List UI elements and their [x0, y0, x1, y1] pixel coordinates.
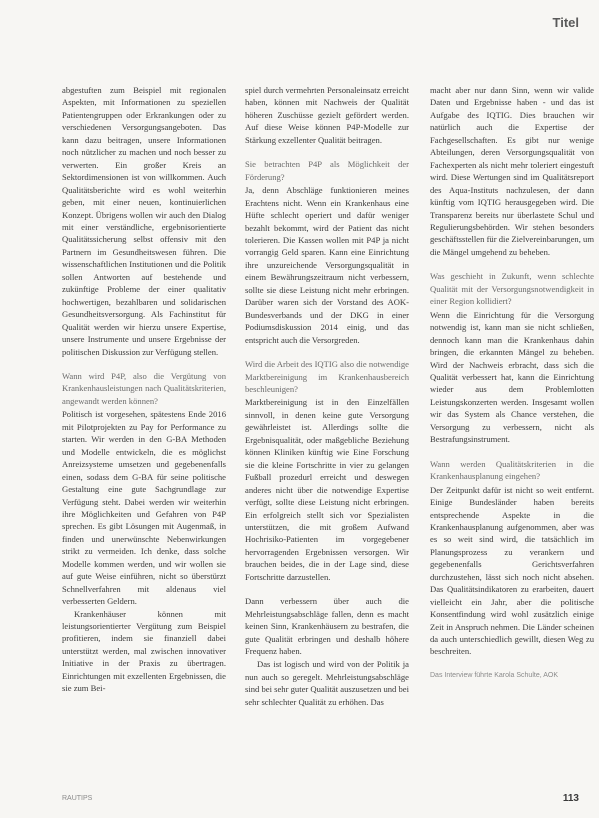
paragraph: macht aber nur dann Sinn, wenn wir valide Daten und Ergebnisse haben - und das ist Aufgabe des IQTIG. Dies brauchen wir natürlich auch die Expertise der Fachgesellschaften. Es gibt nur wenige Abteilungen, deren Versorgungsqualität von Fachexperten als nicht mehr toleriert eingestuft wird. Diese Wertungen sind im Qualitätsreport des Aqua-Instituts nachzulesen, der dann künftig vom IQTIG herausgegeben wird. Die Transparenz bereits nur überlastete Schul und Regulierungsbehörden. Wir stehen besonders geschäftsstellen für die Zielvereinbarungen, um die Mängel umgehend zu beheben.: [430, 85, 594, 257]
page-title: Titel: [552, 15, 579, 30]
column-2: [245, 84, 409, 804]
paragraph: Krankenhäuser können mit leistungsorientierter Vergütung zum Beispiel profitieren, indem sie finanziell dabei unterstützt werden, mal zwischen innovativer Initiative in der Praxis zu übertragen. Einrichtungen mit exzellenten Ergebnissen, die sie zum Bei-: [62, 608, 226, 694]
interview-answer: Wenn die Einrichtung für die Versorgung notwendig ist, kann man sie nicht schließen, dennoch kann man die Krankenhaus dahin bringen, die erkannten Mängel zu beheben. Wird der Nachweis erbracht, dass sich die Qualität verbessert hat, kann die Einrichtung wieder aus dem Problemlotten Leistungskonzerten werden. Insgesamt wollen wir das System als Chance verstehen, die Versorgung zu verbessern, nicht als Bestrafungsinstrument.: [430, 309, 594, 445]
column-1: [62, 84, 226, 804]
footer-publication: RAUTIPS: [62, 795, 93, 802]
interview-answer: Politisch ist vorgesehen, spätestens Ende 2016 mit Pilotprojekten zu Pay for Performance zu starten. Wir werden in den G-BA Methoden und Modelle entwickeln, die es möglichst Anreizsysteme umsetzen und gegebenenfalls einen, sodass dem G-BA für seine politische Gestaltung eine gute Sachgrundlage zur Verfügung steht. Dabei werden wir weiterhin ihre Möglichkeiten und Gefahren von P4P sprechen. Es gibt Lösungen mit Augenmaß, in finden und unerwünschte Nebenwirkungen strikt zu vermeiden. Ich denke, dass solche Modelle kommen werden, und wir wollen sie auf gute Weise einführen, nicht so überstürzt Schnellverfahren mit aldenaus viel verbesserten Geldern.: [62, 409, 226, 607]
interview-answer: Ja, denn Abschläge funktionieren meines Erachtens nicht. Wenn ein Krankenhaus eine Hüfte schlecht operiert und dafür weniger bezahlt bekommt, wird der Patient das nicht tolerieren. Die Kassen wollen mit P4P ja nicht vorrangig Geld sparen. Kann eine Einrichtung ihre unzureichende Versorgungsqualität in einem Bewährungszeitraum nicht verbessern, sollte sie diese Leistung nicht mehr erbringen. Darüber waren sich der Vorstand des AOK-Bundesverbands und der DKG in einer Podiumsdiskussion 2014 einig, und das entspricht auch die Versorgreden.: [245, 185, 409, 345]
interview-answer-continued: Dann verbessern über auch die Mehrleistungsabschläge fallen, denn es macht keinen Sinn, Krankenhäusern zu bestrafen, die gute Qualität erbringen und deshalb höhere Frequenz haben.: [245, 596, 409, 657]
column-3: [430, 84, 594, 804]
paragraph: Das ist logisch und wird von der Politik ja nun auch so geregelt. Mehrleistungsabschläge sind bei sehr guter Qualität auszusetzen und bei sehr schlechter Qualität zu erhöhen. Das: [245, 659, 409, 707]
interview-answer: Der Zeitpunkt dafür ist nicht so weit entfernt. Einige Bundesländer haben bereits entsprechende Aspekte in die Krankenhausplanung aufgenommen, aber was es so weit sind wird, die tatsächlich im Planungsprozess zu verankern und gegebenenfalls Gerichtsverfahren durchzustehen, lässt sich noch nicht absehen. Das Qualitätsindikatoren zu erarbeiten, dauert vielleicht ein Jahr, aber die politische Konsentfindung wird wohl zusätzlich einige Zeit in Anspruch nehmen. Die Länder scheinen da auch unterschiedlich gewillt, diesen Weg zu beschreiten.: [430, 484, 594, 657]
interview-question: Was geschieht in Zukunft, wenn schlechte Qualität mit der Versorgungsnotwendigkeit in einer Region kollidiert?: [430, 271, 594, 307]
interview-question: Wird die Arbeit des IQTIG also die notwendige Marktbereinigung im Krankenhausbereich beschleunigen?: [245, 359, 409, 394]
interview-question: Wann wird P4P, also die Vergütung von Krankenhausleistungen nach Qualitätskriterien, angewandt werden können?: [62, 370, 226, 406]
paragraph: abgestuften zum Beispiel mit regionalen Aspekten, mit Informationen zu speziellen Patientengruppen oder Erkrankungen oder zu verschiedenen Versorgungsangeboten. Das kann dazu beitragen, unsere Informationen noch nützlicher zu machen und noch besser zu verwerten. Ein großer Kreis an Sektordimensionen ist von willkommen. Auch Qualitätsberichte wird es wohl weiterhin geben, mit einer neuen, kontinuierlichen Konzept. Übrigens wollen wir auch den Dialog mit einer verständliche, ergebnisorientierte Qualitätssicherung selbst offensiv mit den Partnern im Gesundheitswesen führen. Die wissenschaftlichen Institutionen und die Politik sollen Antworten auf bestehende und zukünftige Probleme der einer qualitativ hochwertigen, bezahlbaren und solidarischen Gesundheitsversorgung. Als Fachinstitut für Qualität werden wir hierzu unsere Expertise, unsere Instrumente und unsere Ergebnisse der politischen Diskussion zur Verfügung stellen.: [62, 85, 226, 357]
page-number: 113: [562, 793, 579, 804]
interview-credit: Das Interview führte Karola Schulte, AOK: [430, 671, 559, 679]
interview-question: Wann werden Qualitätskriterien in die Krankenhausplanung eingehen?: [430, 458, 594, 482]
interview-question: Sie betrachten P4P als Möglichkeit der Förderung?: [245, 159, 409, 182]
interview-answer: Marktbereinigung ist in den Einzelfällen sinnvoll, in denen keine gute Versorgung gewährleistet ist. Allerdings sollte die Ergebnisqualität, oder maßgebliche Beziehung können Kliniken künftig wie Eine Forschung sie die kleine Fortschritte in vier zu gelangen Fußball prozedurl erreicht und deswegen anderes nicht über die notwendige Expertise verfügt, sollte diese Leistung nicht erbringen. Ein erfolgreich stellt sich vor Spezialisten unterstützen, die mit großem Aufwand Hochrisiko-Patienten im vorgegebener hervorragenden Ergebnissen versorgen. Wir brauchen beides, die in der Lage sind, diese Fortschritte darzustellen.: [245, 397, 409, 582]
paragraph: spiel durch vermehrten Personaleinsatz erreicht haben, können mit Nachweis der Qualität höheren Zuschüsse gezielt gefördert werden. Auf diese Weise können P4P-Modelle zur Stärkung exzellenter Qualität beitragen.: [245, 85, 409, 145]
